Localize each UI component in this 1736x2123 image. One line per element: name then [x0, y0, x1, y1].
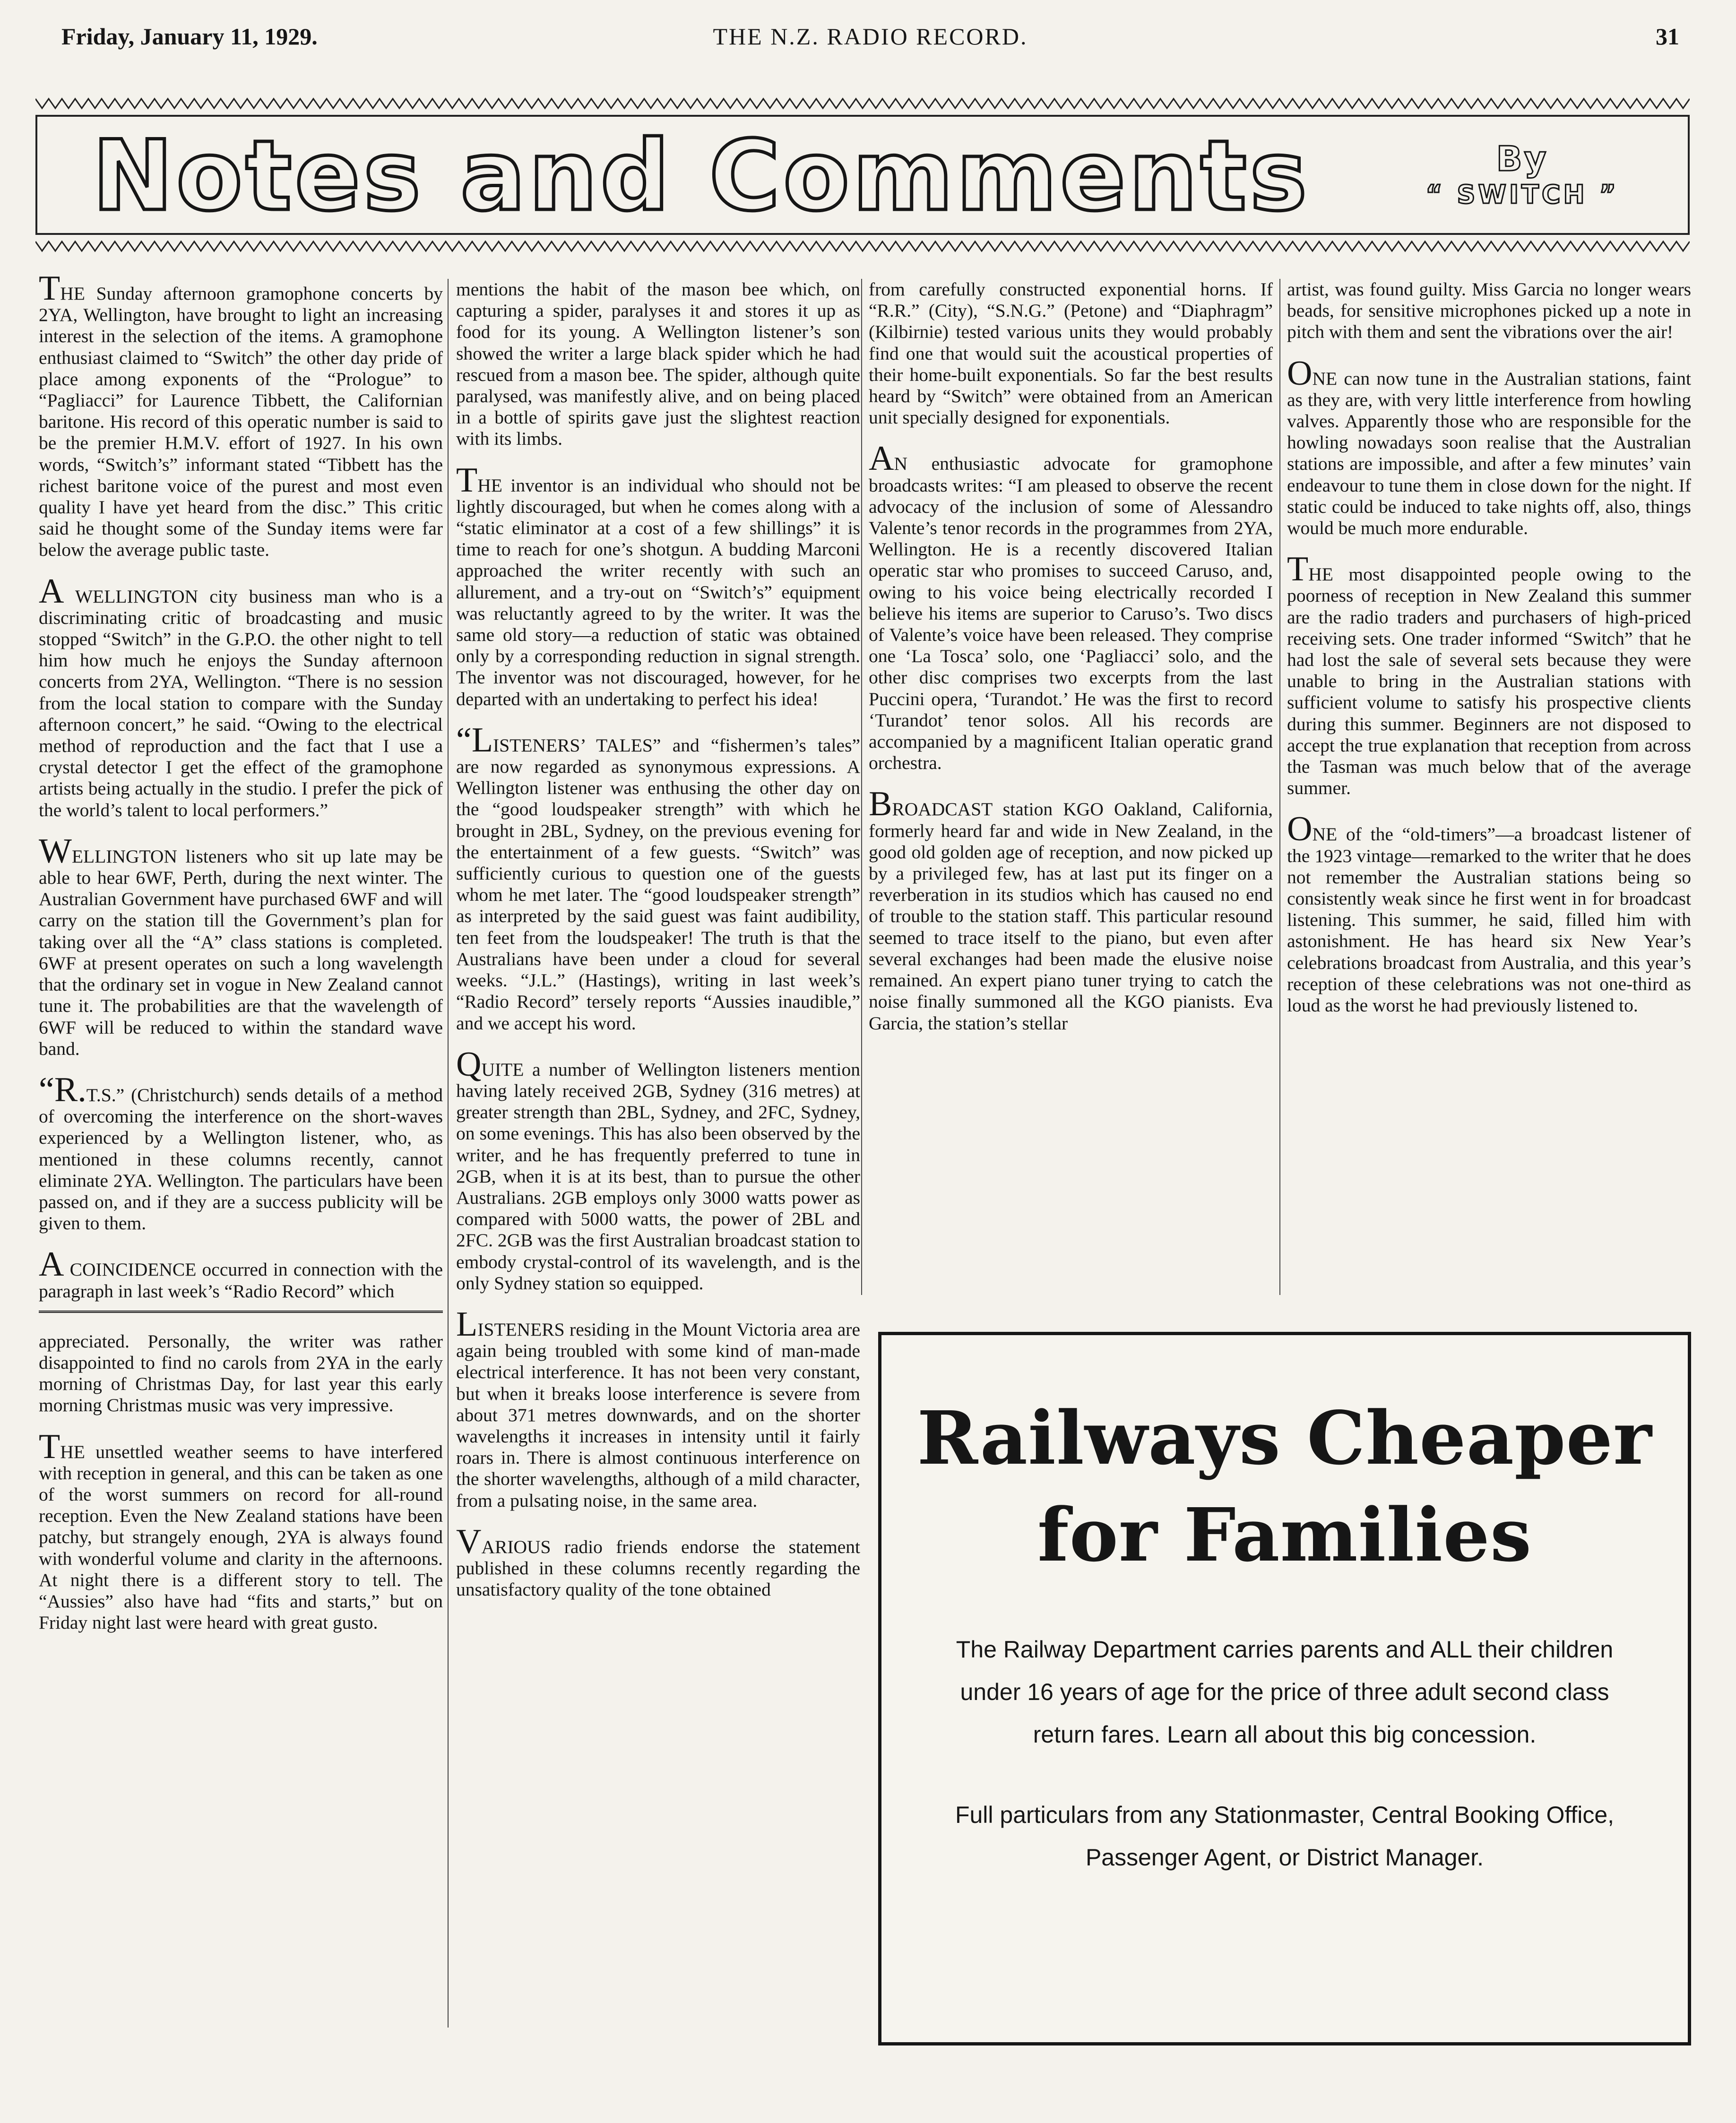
ad-body-text: The Railway Department carries parents and ALL their children under 16 years of age for the price of three adult second class return fares. Learn all about this big concession.	[956, 1636, 1614, 1748]
article-unsettled-weather: THE unsettled weather seems to have interfered with reception in general, and this can be taken as one of the worst summers on record for all-round reception. Even the New Zealand stations have been patchy, but strangely enough, 2YA is always found with wonderful volume and clarity in the afternoons. At night there is a different story to tell. The “Aussies” also have had “fits and starts,” but on Friday night last were heard with great gusto.	[39, 1427, 443, 1633]
column-rule-2	[861, 279, 862, 1295]
article-eva-garcia: artist, was found guilty. Miss Garcia no longer wears beads, for sensitive microphones picked up a note in pitch with them and sent the vibrations over the air!	[1287, 279, 1691, 343]
section-title: Notes and Comments	[92, 120, 1310, 233]
byline	[1425, 139, 1619, 211]
article-rts-christchurch: “R.T.S.” (Christchurch) sends details of a method of overcoming the interference on the short-waves experienced by a Wellington listener, who, as mentioned in these columns recently, cannot eliminate 2YA. Wellington. The particulars have been passed on, and if they are a success publicity will be given to them.	[39, 1070, 443, 1234]
zigzag-border-bottom	[35, 240, 1690, 253]
publication-title: THE N.Z. RADIO RECORD.	[713, 23, 1028, 50]
railways-advertisement	[878, 1332, 1691, 2045]
column-4	[1287, 279, 1691, 1037]
ad-headline	[881, 1389, 1688, 1583]
article-christmas-carols: appreciated. Personally, the writer was rather disappointed to find no carols from 2YA in the early morning of Christmas Day, for last year this early morning Christmas music was very impressive.	[39, 1330, 443, 1416]
column-1	[39, 269, 443, 1654]
article-2gb-sydney: QUITE a number of Wellington listeners mention having lately received 2GB, Sydney (316 metres) at greater strength than 2BL, Sydney, and 2FC, Sydney, on some evenings. This has also been observed by the writer, and he has frequently preferred to tune in 2GB, when it is at its best, than to pursue the other Australians. 2GB employs only 3000 watts power as compared with 5000 watts, the power of 2BL and 2FC. 2GB was the first Australian broadcast station to embody crystal-control of its wavelength, and is the only Sydney station so equipped.	[456, 1044, 860, 1294]
byline-by: By	[1496, 139, 1548, 179]
column-3	[869, 279, 1273, 1055]
article-radio-friends: VARIOUS radio friends endorse the statement published in these columns recently regarding the unsatisfactory quality of the tone obtained	[456, 1522, 860, 1600]
article-wellington-business-man: A WELLINGTON city business man who is a discriminating critic of broadcasting and music stopped “Switch” in the G.P.O. the other night to tell him how much he enjoys the Sunday afternoon concerts from 2YA, Wellington. “There is no session from the local station to compare with the Sunday afternoon concert,” he said. “Owing to the electrical method of reproduction and the fact that I use a crystal detector I get the effect of the gramophone artists being actually in the studio. I prefer the pick of the world’s talent to local performers.”	[39, 571, 443, 820]
article-howling-valves: ONE can now tune in the Australian stations, faint as they are, with very little interference from howling valves. Apparently those who are responsible for the howling nowadays soon realise that the Australian stations are impossible, and after a few minutes’ vain endeavour to tune them in close down for the night. If static could be induced to take nights off, also, things would be much more endurable.	[1287, 354, 1691, 539]
ad-contact-text: Full particulars from any Stationmaster, Central Booking Office, Passenger Agent, or District Manager.	[955, 1802, 1615, 1871]
byline-author: “ SWITCH ”	[1425, 180, 1619, 209]
column-rule-3	[1279, 279, 1280, 1295]
issue-date: Friday, January 11, 1929.	[61, 23, 318, 50]
article-disappointed-traders: THE most disappointed people owing to the poorness of reception in New Zealand this summer are the radio traders and purchasers of high-priced receiving sets. One trader informed “Switch” that he had lost the sale of several sets because they were unable to bring in the Australian stations with sufficient volume to satisfy his prospective clients during this summer. Beginners are not disposed to accept the true explanation that reception from across the Tasman was much below that of the average summer.	[1287, 550, 1691, 799]
article-valente-records: AN enthusiastic advocate for gramophone broadcasts writes: “I am pleased to observe the recent advocacy of the inclusion of some of Alessandro Valente’s tenor records in the programmes from 2YA, Wellington. He is a recently discovered Italian operatic star who promises to succeed Caruso, and, owing to his voice being electrically recorded I believe his items are superior to Caruso’s. Two discs of Valente’s voice have been released. They comprise one ‘La Tosca’ solo, one ‘Pagliacci’ solo, and the other disc comprises two excerpts from the last Puccini opera, ‘Turandot.’ He was the first to record ‘Turandot’ tenor solos. All his records are accompanied by a magnificent Italian operatic grand orchestra.	[869, 439, 1273, 774]
article-old-timers: ONE of the “old-timers”—a broadcast listener of the 1923 vintage—remarked to the writer that he does not remember the Australian stations being so consistently weak since he first went in for broadcast listening. This summer, he said, filled him with astonishment. He has heard six New Year’s celebrations broadcast from Australia, and this year’s reception of these celebrations was not one-third as loud as the worst he had previously listened to.	[1287, 810, 1691, 1016]
article-inventor: THE inventor is an individual who should not be lightly discouraged, but when he comes along with a “static eliminator at a cost of a few shillings” it is time to reach for one’s shotgun. A budding Marconi approached the writer recently with such an allurement, and a try-out on “Switch’s” equipment was reluctantly agreed to by the writer. It was the same old story—a reduction of static was obtained only by a corresponding reduction in signal strength. The inventor was not discouraged, however, for he departed with an undertaking to perfect his idea!	[456, 460, 860, 709]
page-header	[61, 23, 1679, 56]
ad-headline-line-2: for Families	[1037, 1492, 1532, 1578]
article-coincidence: A COINCIDENCE occurred in connection with the paragraph in last week’s “Radio Record” which	[39, 1245, 443, 1302]
article-listeners-tales: “LISTENERS’ TALES” and “fishermen’s tales” are now regarded as synonymous expressions. A Wellington listener was enthusing the other day on the “good loudspeaker strength” with which he brought in 2BL, Sydney, on the previous evening for the entertainment of a few guests. “Switch” was sufficiently curious to question one of the guests whom he met later. The “good loudspeaker strength” as interpreted by the said guest was faint audibility, ten feet from the loudspeaker! The truth is that the Australians have been under a cloud for several weeks. “J.L.” (Hastings), writing in last week’s “Radio Record” tersely reports “Aussies inaudible,” and we accept his word.	[456, 720, 860, 1034]
column-rule-1	[448, 279, 449, 2028]
zigzag-border-top	[35, 97, 1690, 110]
article-exponential-horns: from carefully constructed exponential horns. If “R.R.” (City), “S.N.G.” (Petone) and “Diaphragm” (Kilbirnie) tested various units they would probably find one that would suit the acoustical properties of their home-built exponentials. So far the best results heard by “Switch” were obtained from an American unit specially designed for exponentials.	[869, 279, 1273, 428]
article-mount-victoria: LISTENERS residing in the Mount Victoria area are again being troubled with some kind of man-made electrical interference. It has not been very constant, but when it breaks loose interference is severe from about 371 metres downwards, and on the shorter wavelengths it increases in intensity until it fairly roars in. There is almost continuous interference on the shorter wavelengths, although of a mild character, from a pulsating noise, in the same area.	[456, 1304, 860, 1511]
article-mason-bee: mentions the habit of the mason bee which, on capturing a spider, paralyses it and stores it up as food for its young. A Wellington listener’s son showed the writer a large black spider which he had rescued from a mason bee. The spider, although quite paralysed, was manifestly alive, and on being placed in a bottle of spirits gave just the slightest reaction with its limbs.	[456, 279, 860, 449]
article-gramophone-concerts: THE Sunday afternoon gramophone concerts by 2YA, Wellington, have brought to light an increasing interest in the selection of the items. A gramophone enthusiast claimed to “Switch” the other day pride of place among exponents of the “Prologue” to “Pagliacci” for Laurence Tibbett, the Californian baritone. His record of this operatic number is said to be the premier H.M.V. effort of 1927. In his own words, “Switch’s” informant stated “Tibbett has the richest baritone voice of the purest and most even quality I have yet heard from the disc.” This critic said he thought some of the Sunday items were far below the average public taste.	[39, 269, 443, 561]
article-kgo-oakland: BROADCAST station KGO Oakland, California, formerly heard far and wide in New Zealand, in the good old golden age of reception, and now picked up by a privileged few, has at last put its finger on a reverberation in its studios which has caused no end of trouble to the station staff. This particular resound seemed to trace itself to the piano, but even after several exchanges had been made the elusive noise remained. An expert piano tuner trying to catch the noise finally summoned all the KGO pianists. Eva Garcia, the station’s stellar	[869, 785, 1273, 1034]
article-6wf-perth: WELLINGTON listeners who sit up late may be able to hear 6WF, Perth, during the next winter. The Australian Government have purchased 6WF and will carry on the station till the Government’s plan for taking over all the “A” class stations is completed. 6WF at present operates on such a long wavelength that the ordinary set in vogue in New Zealand cannot tune it. The probabilities are that the wavelength of 6WF will be reduced to within the standard wave band.	[39, 831, 443, 1059]
page-number: 31	[1656, 23, 1679, 50]
column-banner	[35, 97, 1690, 253]
column-2	[456, 279, 860, 2084]
column-divider	[39, 1311, 443, 1313]
ad-headline-line-1: Railways Cheaper	[917, 1395, 1652, 1481]
